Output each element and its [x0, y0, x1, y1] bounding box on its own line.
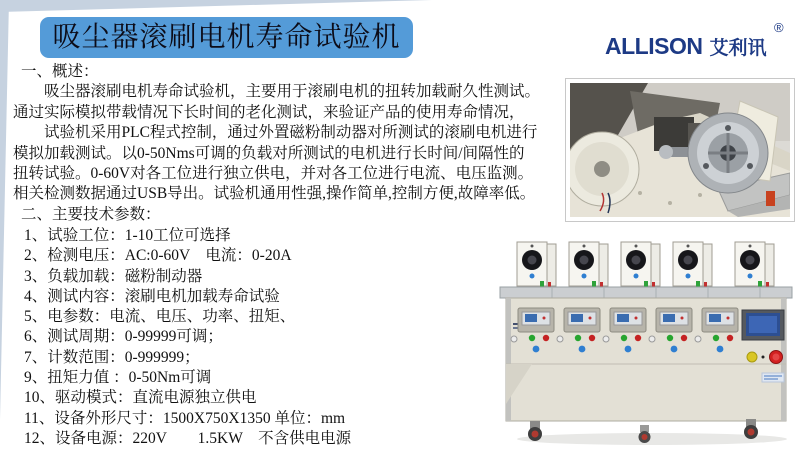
spec-item: 7、计数范围：0-999999； [24, 348, 200, 366]
spec-item: 2、检测电压：AC:0-60V 电流：0-20A [24, 247, 292, 265]
registered-mark-icon: ® [774, 20, 784, 35]
overview-line: 相关检测数据通过USB导出。试验机通用性强,操作简单,控制方便,故障率低。 [13, 185, 536, 203]
three-jaw-chuck [688, 113, 768, 193]
spec-item: 5、电参数：电流、电压、功率、扭矩、 [24, 308, 296, 326]
brand-name-en: ALLISON [605, 33, 703, 59]
touchscreen-panel [742, 310, 784, 340]
spec-item: 1、试验工位：1-10工位可选择 [24, 227, 231, 244]
specs-list [24, 226, 564, 449]
title-banner [40, 17, 413, 58]
machine-tabletop [500, 287, 792, 298]
spec-item: 11、设备外形尺寸：1500X750X1350 单位：mm [24, 409, 346, 427]
overview-line: 通过实际模拟带载情况下长时间的老化测试，来验证产品的使用寿命情况， [13, 103, 525, 121]
caster-wheel [528, 421, 542, 441]
overview-heading: 一、概述： [21, 63, 99, 80]
brand-name-cn: 艾利讯 [709, 38, 767, 59]
machine-detail-illustration [570, 83, 790, 217]
spec-item: 4、测试内容：滚刷电机加载寿命试验 [24, 287, 280, 305]
specs-heading: 二、主要技术参数： [21, 205, 161, 223]
key-switch [747, 352, 757, 362]
test-station [621, 242, 660, 286]
machine-full-illustration [492, 226, 800, 450]
test-station [517, 242, 556, 286]
overview-line: 扭转试验。0-60V对各工位进行独立供电，并对各工位进行电流、电压监测。 [13, 165, 534, 183]
test-station [673, 242, 712, 286]
overview-line: 吸尘器滚刷电机寿命试验机，主要用于滚刷电机的扭转加载耐久性测试。 [13, 83, 541, 101]
page-edge-shade-left [0, 0, 9, 420]
page-edge-shade-top [0, 0, 432, 12]
emergency-stop-button [770, 351, 783, 364]
machine-full-photo [492, 226, 800, 450]
overview-line: 模拟加载测试。以0-50Nms可调的负载对所测试的电机进行长时间/间隔性的 [13, 144, 525, 162]
overview-section [13, 62, 565, 225]
test-station [735, 242, 774, 286]
spec-item: 12、设备电源：220V 1.5KW 不含供电电源 [24, 429, 352, 447]
red-component [766, 191, 775, 206]
brand-logo [605, 33, 766, 57]
magnetic-brake-disc [570, 132, 639, 206]
machine-detail-photo [565, 78, 795, 222]
caster-wheel [744, 419, 758, 439]
caster-wheel [639, 425, 651, 443]
overview-line: 试验机采用PLC程式控制，通过外置磁粉制动器对所测试的滚刷电机进行 [13, 124, 538, 142]
info-sticker [762, 373, 784, 382]
spec-item: 9、扭矩力值 ：0-50Nm可调 [24, 369, 212, 387]
spec-item: 6、测试周期：0-99999可调； [24, 328, 223, 346]
spec-item: 10、驱动模式：直流电源独立供电 [24, 389, 257, 407]
page-title: 吸尘器滚刷电机寿命试验机 [52, 21, 401, 53]
test-station [569, 242, 608, 286]
spec-item: 3、负载加载：磁粉制动器 [24, 267, 203, 285]
